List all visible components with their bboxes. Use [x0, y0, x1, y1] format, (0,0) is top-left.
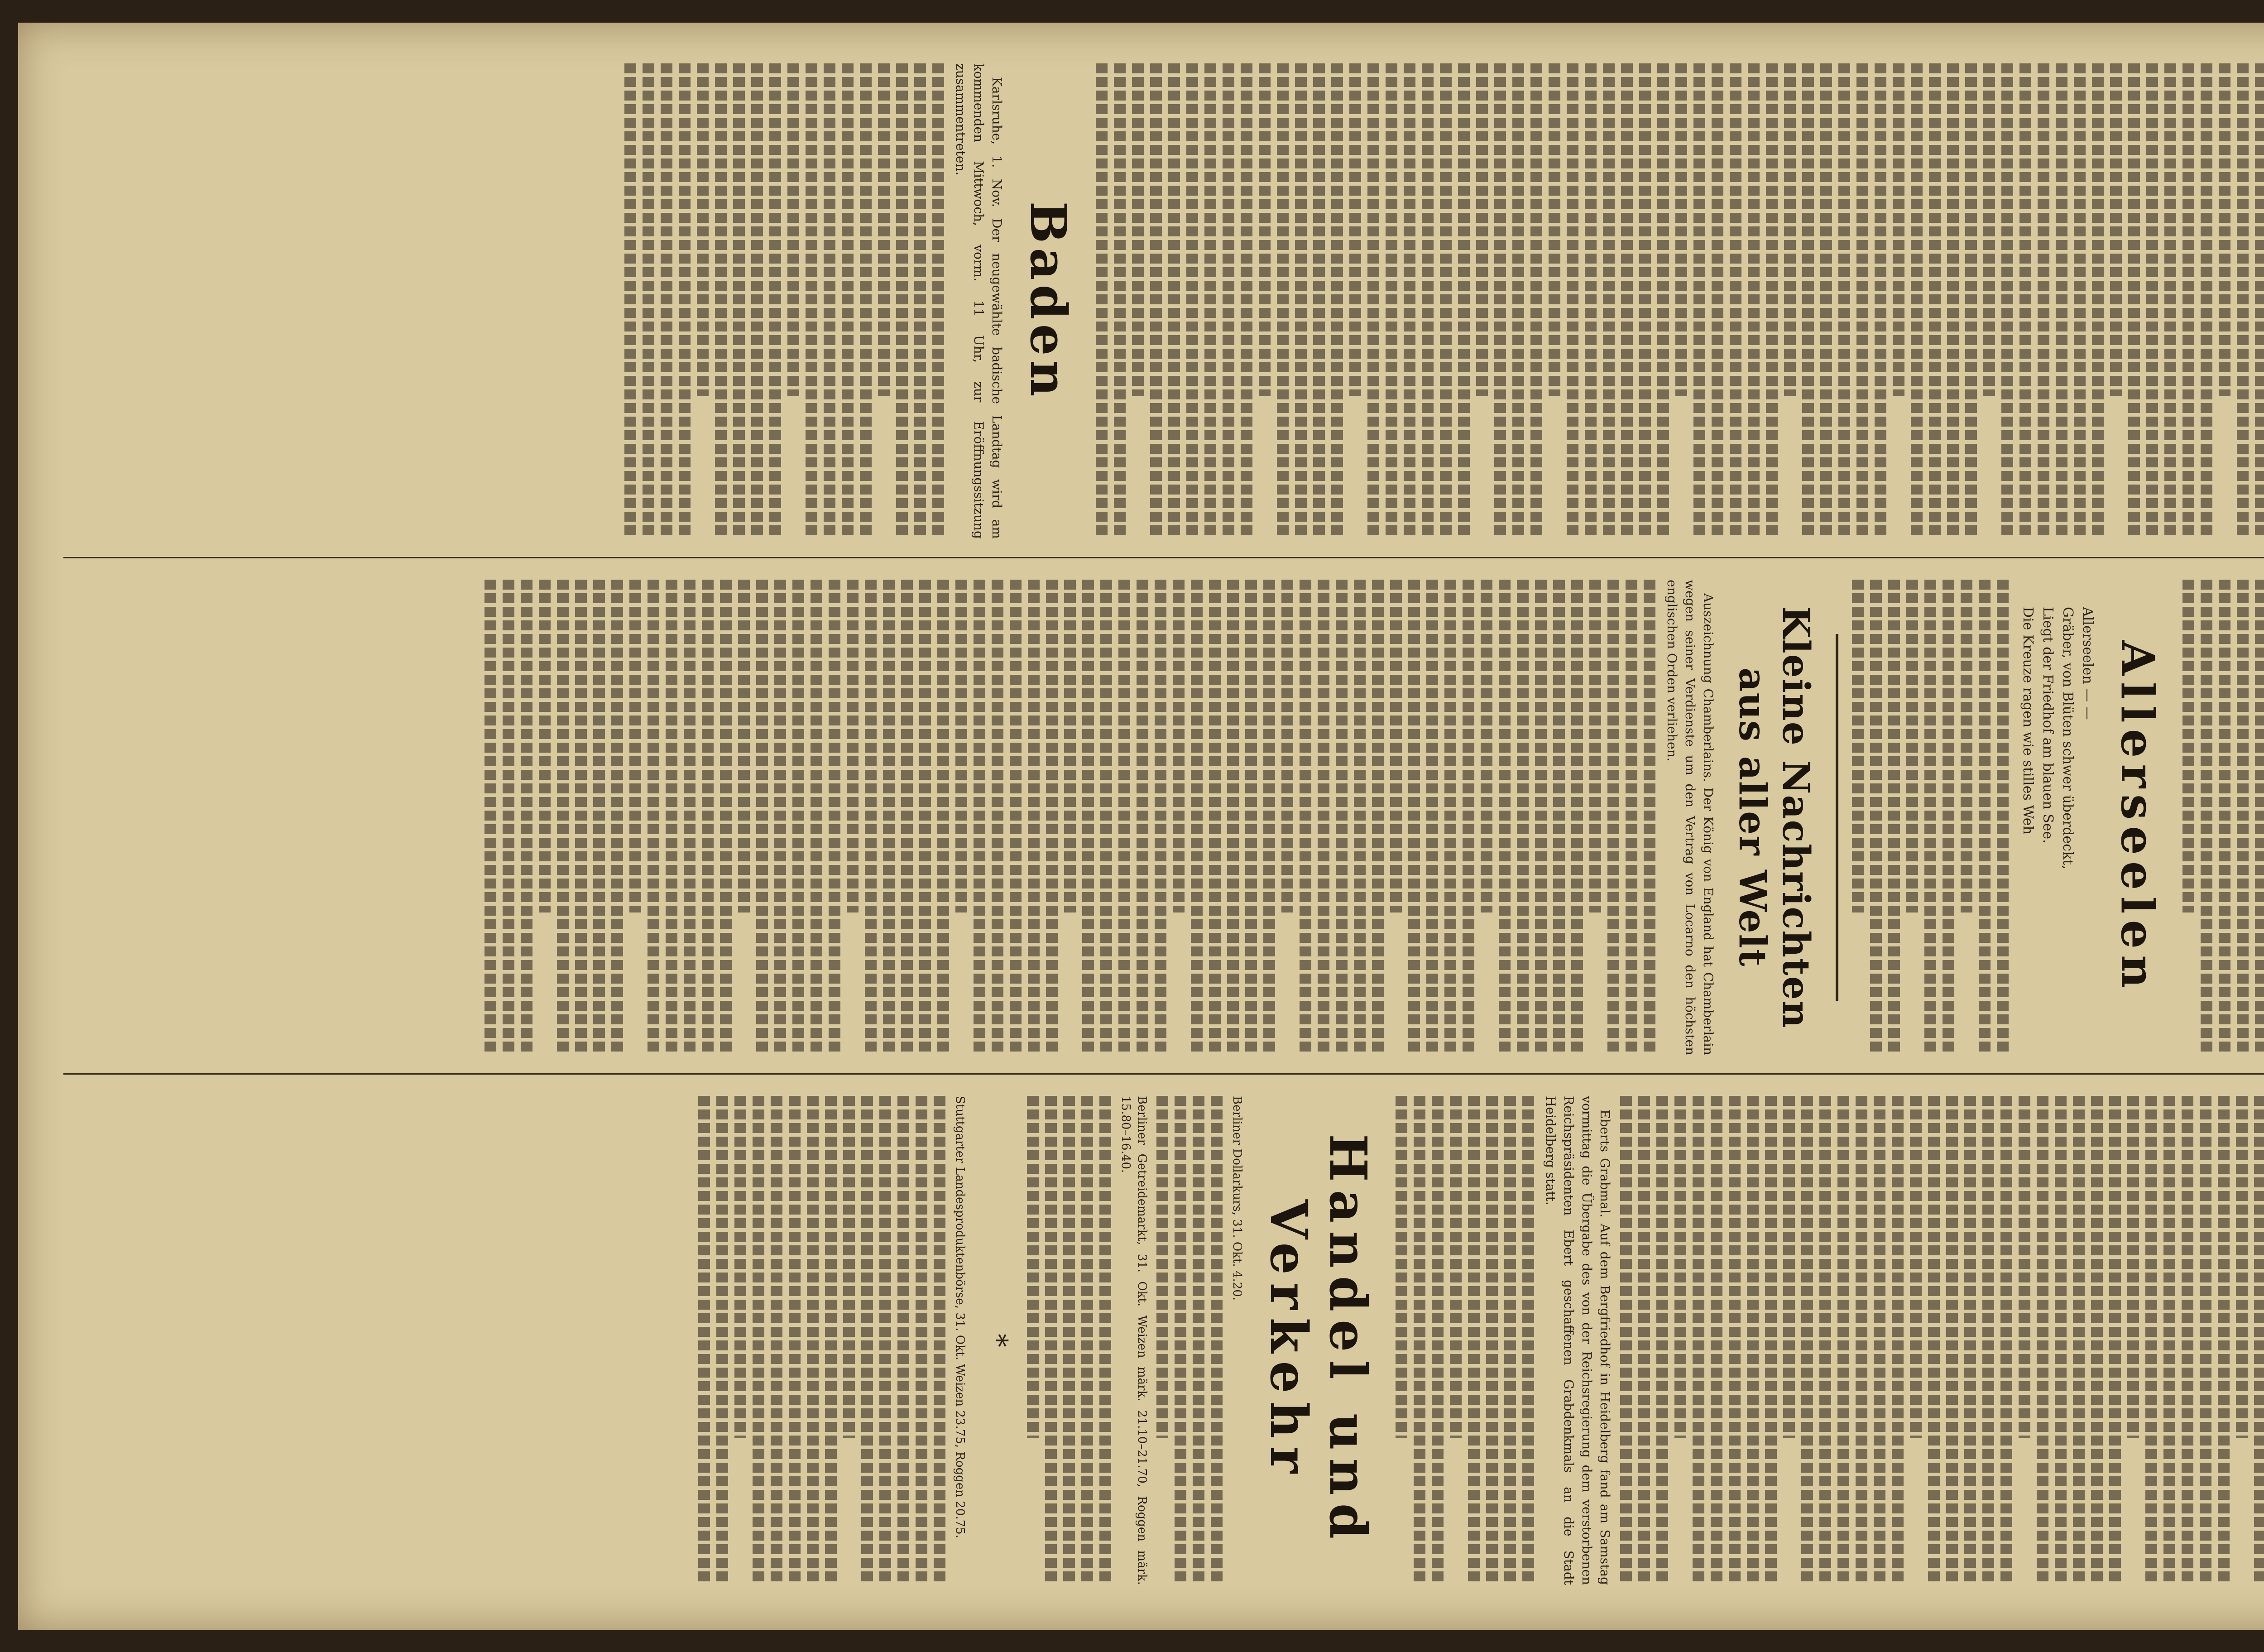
headline-kleine-nachrichten: Kleine Nachrichten aus aller Welt [1731, 606, 1818, 1029]
text-lines [2127, 1096, 2139, 1438]
text-lines [2182, 580, 2194, 912]
text-lines [916, 1096, 927, 1585]
text-lines [1191, 580, 1203, 1055]
text-lines [1504, 1096, 1516, 1585]
text-lines [2201, 580, 2212, 1055]
text-lines [1318, 580, 1329, 1055]
text-lines [1943, 580, 1954, 1055]
text-lines [2073, 1096, 2085, 1585]
text-lines [1150, 63, 1162, 539]
text-lines [1979, 580, 1991, 1055]
text-lines [901, 580, 913, 1055]
text-lines [2254, 1096, 2264, 1585]
column-rule [63, 1073, 2264, 1075]
text-lines [1193, 1096, 1204, 1585]
text-lines [1099, 1096, 1111, 1585]
text-lines [1607, 580, 1619, 1055]
text-lines [611, 580, 623, 1055]
text-lines [751, 63, 763, 539]
section-rule [1836, 634, 1838, 1001]
text-lines [1965, 63, 1977, 539]
text-lines [1277, 63, 1289, 539]
text-lines [1620, 1096, 1632, 1585]
text-lines [1693, 63, 1705, 539]
text-lines [2219, 580, 2230, 1055]
text-lines [1729, 1096, 1741, 1585]
text-lines [2110, 63, 2122, 396]
text-lines [2128, 63, 2140, 539]
text-lines [1874, 1096, 1885, 1585]
text-lines [1156, 1096, 1168, 1438]
text-lines [1386, 63, 1397, 539]
text-lines [1929, 63, 1941, 539]
text-lines [1481, 580, 1492, 912]
headline-allerseelen: Allerseelen [2111, 640, 2164, 994]
text-lines [1096, 63, 1108, 539]
text-lines [1589, 580, 1601, 912]
rotated-sheet [36, 45, 2264, 1608]
text-lines [2109, 1096, 2121, 1585]
text-lines [774, 580, 786, 1055]
text-lines [1486, 1096, 1498, 1585]
text-lines [934, 1096, 945, 1585]
text-lines [2255, 63, 2264, 539]
text-lines [896, 63, 908, 539]
text-lines [1783, 1096, 1795, 1438]
text-lines [1259, 63, 1271, 396]
text-lines [1118, 580, 1130, 1055]
text-lines [1765, 1096, 1777, 1585]
text-lines [811, 580, 822, 1055]
text-lines [1132, 63, 1144, 396]
column-rule [63, 557, 2264, 558]
text-lines [1838, 63, 1850, 539]
text-lines [629, 580, 641, 912]
text-lines [2237, 63, 2249, 539]
column-handel [63, 1096, 2264, 1585]
text-lines [1045, 1096, 1057, 1585]
article-chamberlain: Auszeichnung Chamberlains. Der König von England hat Chamberlain wegen seiner Verdienste um den Vertrag von Locarno den höchsten englischen Orden verliehen. [1664, 580, 1716, 1055]
text-lines [1567, 63, 1578, 539]
text-lines [2201, 63, 2212, 539]
text-lines [648, 580, 659, 1055]
text-lines [1983, 63, 1995, 396]
column-allerseelen [63, 580, 2264, 1055]
text-lines [1027, 1096, 1039, 1438]
text-lines [1585, 63, 1597, 539]
text-lines [1982, 1096, 1994, 1585]
text-lines [824, 63, 835, 539]
text-lines [1924, 580, 1936, 1055]
text-lines [715, 63, 727, 539]
text-lines [1404, 63, 1415, 539]
text-lines [1336, 580, 1348, 1055]
text-lines [1223, 63, 1234, 539]
text-lines [1281, 580, 1293, 912]
text-lines [807, 1096, 819, 1585]
text-lines [2219, 63, 2230, 396]
text-lines [2236, 1096, 2248, 1438]
text-lines [1675, 63, 1687, 396]
text-lines [1155, 580, 1166, 1055]
text-lines [937, 580, 949, 1055]
text-lines [1499, 580, 1511, 1055]
text-lines [1571, 580, 1583, 1055]
text-lines [1028, 580, 1040, 1055]
text-lines [1947, 63, 1959, 539]
text-lines [992, 580, 1003, 1055]
text-lines [1644, 580, 1655, 1055]
text-lines [1168, 63, 1180, 539]
text-lines [738, 580, 750, 912]
text-lines [2182, 1096, 2193, 1585]
market-getreide: Berliner Getreidemarkt, 31. Okt. Weizen märk. 21.10–21.70, Roggen märk. 15.80–16.40. [1119, 1096, 1149, 1585]
text-lines [1186, 63, 1198, 539]
text-lines [2255, 580, 2264, 1055]
text-lines [1964, 1096, 1976, 1585]
text-lines [789, 1096, 801, 1585]
text-lines [1553, 580, 1565, 1055]
text-lines [1639, 63, 1651, 539]
text-lines [697, 63, 709, 396]
text-lines [1414, 1096, 1425, 1585]
text-lines [1422, 63, 1434, 539]
text-lines [1856, 1096, 1867, 1585]
text-lines [1911, 63, 1923, 539]
text-lines [1241, 63, 1252, 539]
text-lines [1444, 580, 1456, 1055]
text-lines [1693, 1096, 1704, 1585]
text-lines [1204, 63, 1216, 539]
text-lines [2145, 1096, 2157, 1585]
text-lines [1893, 63, 1904, 396]
text-lines [1870, 580, 1882, 1055]
text-lines [2237, 580, 2249, 1055]
text-lines [1997, 580, 2009, 1055]
text-lines [1209, 580, 1221, 1055]
text-lines [1173, 580, 1185, 912]
text-lines [861, 1096, 873, 1585]
text-lines [1674, 1096, 1686, 1438]
text-lines [1638, 1096, 1650, 1585]
article-eberts-grabmal: Eberts Grabmal. Auf dem Bergfriedhof in Heidelberg fand am Samstag vormittag die Übergabe des von der Reichsregierung dem verstorbenen Reichspräsidenten Ebert geschaffenen Grabdenkmals an die Stadt Heidelberg statt. [1543, 1096, 1612, 1585]
text-lines [879, 1096, 891, 1585]
text-lines [2092, 63, 2104, 539]
text-lines [1837, 1096, 1849, 1585]
text-lines [756, 580, 768, 1055]
text-lines [1626, 580, 1637, 1055]
text-lines [1354, 580, 1366, 1055]
text-lines [2163, 1096, 2175, 1585]
text-lines [1408, 580, 1420, 1055]
text-lines [1432, 1096, 1444, 1585]
text-lines [1082, 580, 1094, 1055]
text-lines [1928, 1096, 1940, 1585]
text-lines [733, 63, 745, 539]
text-lines [2019, 1096, 2030, 1438]
text-lines [2000, 1096, 2012, 1585]
text-lines [1906, 580, 1918, 912]
text-lines [702, 580, 714, 1055]
text-lines [1535, 580, 1547, 1055]
text-lines [2146, 63, 2158, 539]
text-lines [1819, 1096, 1831, 1585]
text-lines [1888, 580, 1900, 1055]
text-lines [1910, 1096, 1922, 1438]
text-lines [679, 63, 691, 539]
text-lines [1468, 1096, 1480, 1585]
text-lines [897, 1096, 909, 1585]
text-lines [1064, 580, 1076, 912]
text-lines [806, 63, 817, 539]
separator-asterisk: * [982, 1334, 1013, 1347]
text-lines [1295, 63, 1307, 539]
text-lines [661, 63, 672, 539]
text-lines [1657, 63, 1669, 539]
text-lines [860, 63, 872, 539]
text-lines [2019, 63, 2031, 539]
text-lines [1046, 580, 1058, 1055]
text-lines [1961, 580, 1972, 912]
text-lines [2056, 63, 2067, 539]
text-lines [1463, 580, 1474, 1055]
text-lines [539, 580, 551, 912]
text-lines [883, 580, 895, 1055]
text-lines [1010, 580, 1022, 1055]
text-lines [955, 580, 967, 912]
text-lines [792, 580, 804, 1055]
text-lines [1512, 63, 1524, 539]
newspaper-page [18, 23, 2264, 1630]
text-lines [1946, 1096, 1958, 1585]
text-lines [684, 580, 696, 1055]
text-lines [698, 1096, 710, 1585]
text-lines [1852, 580, 1864, 912]
text-lines [1367, 63, 1379, 539]
text-lines [1372, 580, 1384, 1055]
text-lines [1522, 1096, 1534, 1585]
text-lines [932, 63, 944, 539]
text-lines [1440, 63, 1452, 539]
text-lines [2055, 1096, 2067, 1585]
text-lines [2074, 63, 2086, 539]
text-lines [1784, 63, 1796, 396]
text-lines [593, 580, 605, 1055]
text-lines [720, 580, 732, 1055]
text-lines [1820, 63, 1832, 539]
text-lines [1730, 63, 1741, 539]
text-lines [2218, 1096, 2230, 1585]
text-lines [1331, 63, 1343, 539]
text-lines [1549, 63, 1560, 396]
text-lines [1875, 63, 1886, 539]
text-lines [734, 1096, 746, 1438]
text-lines [1621, 63, 1633, 539]
text-lines [2037, 1096, 2048, 1585]
text-lines [1081, 1096, 1093, 1585]
text-lines [1856, 63, 1868, 539]
text-lines [1517, 580, 1529, 1055]
text-lines [753, 1096, 764, 1585]
text-lines [521, 580, 532, 1055]
text-lines [1137, 580, 1148, 1055]
text-lines [1748, 63, 1760, 539]
text-lines [1530, 63, 1542, 539]
text-lines [2164, 63, 2176, 539]
poem-allerseelen: Allerseelen — — Gräber, von Blüten schwer überdeckt, Liegt der Friedhof am blauen See. Die Kreuze ragen wie stilles Weh [2020, 607, 2096, 869]
text-lines [1802, 63, 1814, 539]
text-lines [2200, 1096, 2211, 1585]
text-lines [2001, 63, 2013, 539]
text-lines [1426, 580, 1438, 1055]
text-lines [847, 580, 859, 912]
headline-baden: Baden [1019, 201, 1078, 401]
text-lines [1245, 580, 1257, 1055]
market-stuttgart: Stuttgarter Landesproduktenbörse, 31. Okt. Weizen 23.75, Roggen 20.75. [953, 1096, 967, 1538]
text-lines [1114, 63, 1126, 539]
text-lines [1349, 63, 1361, 396]
text-lines [716, 1096, 728, 1585]
text-lines [1175, 1096, 1186, 1585]
text-lines [557, 580, 569, 1055]
market-dollar: Berliner Dollarkurs, 31. Okt. 4.20. [1230, 1096, 1244, 1301]
text-lines [974, 580, 985, 1055]
text-lines [1211, 1096, 1223, 1585]
text-lines [1100, 580, 1112, 1055]
text-lines [1263, 580, 1275, 1055]
text-lines [1801, 1096, 1813, 1585]
text-lines [1892, 1096, 1904, 1585]
text-lines [1063, 1096, 1075, 1585]
text-lines [1766, 63, 1778, 539]
text-lines [842, 63, 854, 539]
text-lines [1656, 1096, 1668, 1585]
text-lines [787, 63, 799, 396]
text-lines [2091, 1096, 2103, 1585]
article-baden-landtag: Karlsruhe, 1. Nov. Der neugewählte badische Landtag wird am kommenden Mittwoch, vorm. 11 Uhr, zur Eröffnungssitzung zusammentreten. [953, 63, 1004, 539]
text-lines [643, 63, 654, 539]
text-lines [1712, 63, 1723, 539]
text-lines [666, 580, 677, 1055]
text-lines [503, 580, 514, 1055]
text-lines [624, 63, 636, 539]
text-lines [1476, 63, 1488, 396]
text-lines [919, 580, 931, 1055]
text-lines [1603, 63, 1615, 539]
text-lines [1300, 580, 1311, 1055]
text-lines [2182, 63, 2194, 539]
text-lines [1458, 63, 1470, 539]
text-lines [1227, 580, 1239, 1055]
headline-handel-und-verkehr: Handel und Verkehr [1259, 1133, 1377, 1547]
text-lines [1494, 63, 1506, 539]
text-lines [1711, 1096, 1722, 1585]
column-baden [63, 63, 2264, 539]
text-lines [1390, 580, 1402, 912]
text-lines [1396, 1096, 1407, 1438]
text-lines [771, 1096, 782, 1585]
text-lines [829, 580, 840, 1055]
text-lines [1747, 1096, 1759, 1585]
text-lines [914, 63, 926, 539]
text-lines [825, 1096, 837, 1585]
text-lines [1450, 1096, 1462, 1438]
text-lines [2038, 63, 2049, 539]
text-lines [484, 580, 496, 1055]
text-lines [843, 1096, 855, 1438]
text-lines [878, 63, 890, 396]
text-lines [865, 580, 877, 1055]
text-lines [1313, 63, 1325, 539]
text-lines [769, 63, 781, 539]
text-lines [575, 580, 587, 1055]
